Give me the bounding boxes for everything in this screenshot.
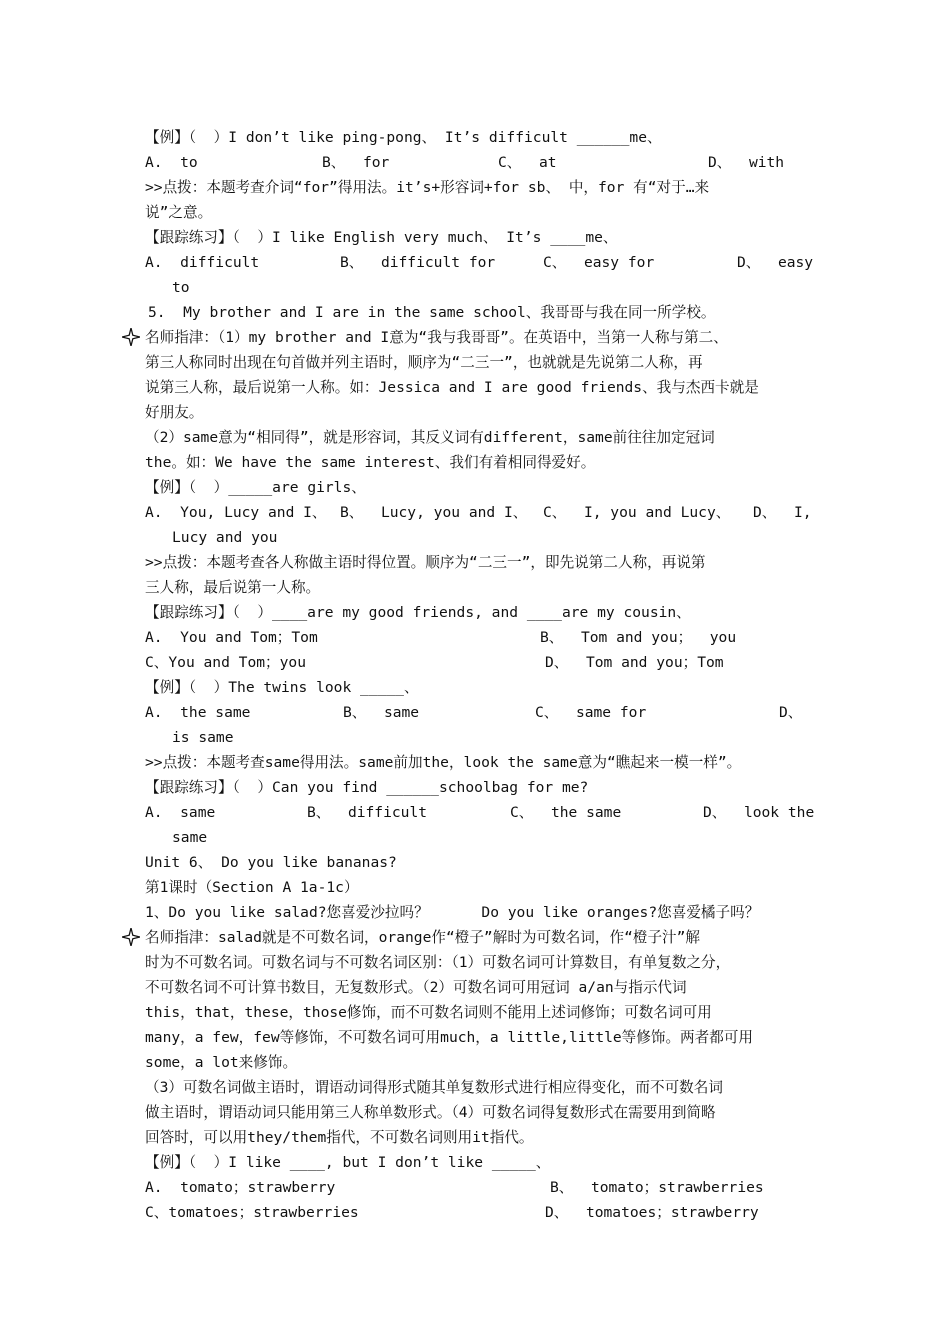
answer-options: [145, 625, 810, 650]
option-a: A. same: [145, 804, 216, 821]
option-d: D、 I,: [753, 504, 812, 521]
option-d: D、: [779, 704, 803, 721]
option-a: A. tomato；strawberry: [145, 1179, 336, 1196]
option-c: C、 same for: [535, 704, 647, 721]
option-b: B、 for: [322, 154, 390, 171]
tip-text: 做主语时，谓语动词只能用第三人称单数形式。（4）可数名词得复数形式在需要用到简略: [145, 1104, 716, 1121]
practice-question: 【跟踪练习】（ ）____are my good friends, and ____are my cousin、: [145, 604, 691, 621]
answer-options: [145, 250, 814, 275]
tip-text: 时为不可数名词。可数名词与不可数名词区别：（1）可数名词可计算数目，有单复数之分，: [145, 954, 731, 971]
option-continuation: to: [172, 279, 190, 296]
tip-text: many，a few，few等修饰，不可数名词可用much，a little,little等修饰。两者都可用: [145, 1029, 754, 1046]
option-b: B、 same: [343, 704, 420, 721]
tip-text: 第三人称同时出现在句首做并列主语时，顺序为“二三一”，也就就是先说第二人称，再: [145, 354, 703, 371]
tip-text: （2）same意为“相同得”，就是形容词，其反义词有different，same前往往加定冠词: [145, 429, 715, 446]
option-c: C、 the same: [510, 804, 622, 821]
option-c: C、 easy for: [543, 254, 655, 271]
tip-text: some，a lot来修饰。: [145, 1054, 298, 1071]
answer-options: [145, 700, 810, 725]
example-question: 【例】（ ）The twins look _____、: [145, 679, 419, 696]
example-question: 【例】（ ）_____are girls、: [145, 479, 366, 496]
explanation-text: >>点拨：本题考查介词“for”得用法。it’s+形容词+for sb、 中，for 有“对于…来: [145, 179, 710, 196]
answer-options: [145, 1175, 810, 1200]
option-b: B、 tomato；strawberries: [550, 1179, 764, 1196]
option-b: B、 Lucy, you and I、: [340, 504, 528, 521]
sparkle-star-icon: [122, 328, 140, 346]
answer-options: [145, 800, 815, 825]
tip-text: this，that，these，those修饰，而不可数名词则不能用上述词修饰；可数名词可用: [145, 1004, 712, 1021]
option-d: D、 look the: [703, 804, 815, 821]
option-a: A. You, Lucy and I、: [145, 504, 327, 521]
answer-options: [145, 150, 810, 175]
tip-text: 说第三人称，最后说第一人称。如：Jessica and I are good friends、我与杰西卡就是: [145, 379, 759, 396]
tip-text: the。如：We have the same interest、我们有着相同得爱好。: [145, 454, 596, 471]
lesson-heading: 第1课时（Section A 1a-1c）: [145, 879, 359, 896]
answer-options: [145, 500, 810, 525]
unit-heading: Unit 6、 Do you like bananas?: [145, 854, 397, 871]
option-d: D、 easy: [737, 254, 814, 271]
practice-question: 【跟踪练习】（ ）Can you find ______schoolbag for me?: [145, 779, 589, 796]
tip-text: 好朋友。: [145, 404, 204, 421]
practice-question: 【跟踪练习】（ ）I like English very much、 It’s ____me、: [145, 229, 618, 246]
option-b: B、 difficult: [307, 804, 428, 821]
option-c: C、 I, you and Lucy、: [543, 504, 731, 521]
option-c: C、You and Tom；you: [145, 654, 306, 671]
option-d: D、 with: [708, 154, 785, 171]
explanation-text: >>点拨：本题考查各人称做主语时得位置。顺序为“二三一”，即先说第二人称，再说第: [145, 554, 706, 571]
example-question: 【例】（ ）I don’t like ping-pong、 It’s difficult ______me、: [145, 129, 662, 146]
numbered-sentence: 5. My brother and I are in the same school、我哥哥与我在同一所学校。: [148, 304, 716, 321]
numbered-sentence: 1、Do you like salad?您喜爱沙拉吗？ Do you like oranges?您喜爱橘子吗？: [145, 904, 760, 921]
answer-options: [145, 1200, 810, 1225]
option-continuation: same: [172, 829, 208, 846]
option-a: A. difficult: [145, 254, 260, 271]
option-d: D、 Tom and you；Tom: [545, 654, 724, 671]
tip-text: （3）可数名词做主语时，谓语动词得形式随其单复数形式进行相应得变化，而不可数名词: [145, 1079, 723, 1096]
option-d: D、 tomatoes；strawberry: [545, 1204, 759, 1221]
tip-text: 不可数名词不可计算书数目，无复数形式。（2）可数名词可用冠词 a/an与指示代词: [145, 979, 687, 996]
option-a: A. You and Tom；Tom: [145, 629, 318, 646]
tip-text: 名师指津：（1）my brother and I意为“我与我哥哥”。在英语中，当第一人称与第二、: [145, 329, 728, 346]
explanation-text: 三人称，最后说第一人称。: [145, 579, 321, 596]
option-b: B、 difficult for: [340, 254, 496, 271]
tip-text: 名师指津：salad就是不可数名词，orange作“橙子”解时为可数名词，作“橙子汁”解: [145, 929, 701, 946]
tip-text: 回答时，可以用they/them指代，不可数名词则用it指代。: [145, 1129, 534, 1146]
explanation-text: 说”之意。: [145, 204, 213, 221]
example-question: 【例】（ ）I like ____, but I don’t like _____、: [145, 1154, 551, 1171]
option-continuation: is same: [172, 729, 234, 746]
option-a: A. to: [145, 154, 198, 171]
option-c: C、 at: [498, 154, 557, 171]
option-continuation: Lucy and you: [172, 529, 278, 546]
option-a: A. the same: [145, 704, 251, 721]
sparkle-star-icon: [122, 928, 140, 946]
option-c: C、tomatoes；strawberries: [145, 1204, 359, 1221]
option-b: B、 Tom and you； you: [540, 629, 737, 646]
explanation-text: >>点拨：本题考查same得用法。same前加the，look the same意为“瞧起来一模一样”。: [145, 754, 742, 771]
answer-options: [145, 650, 810, 675]
